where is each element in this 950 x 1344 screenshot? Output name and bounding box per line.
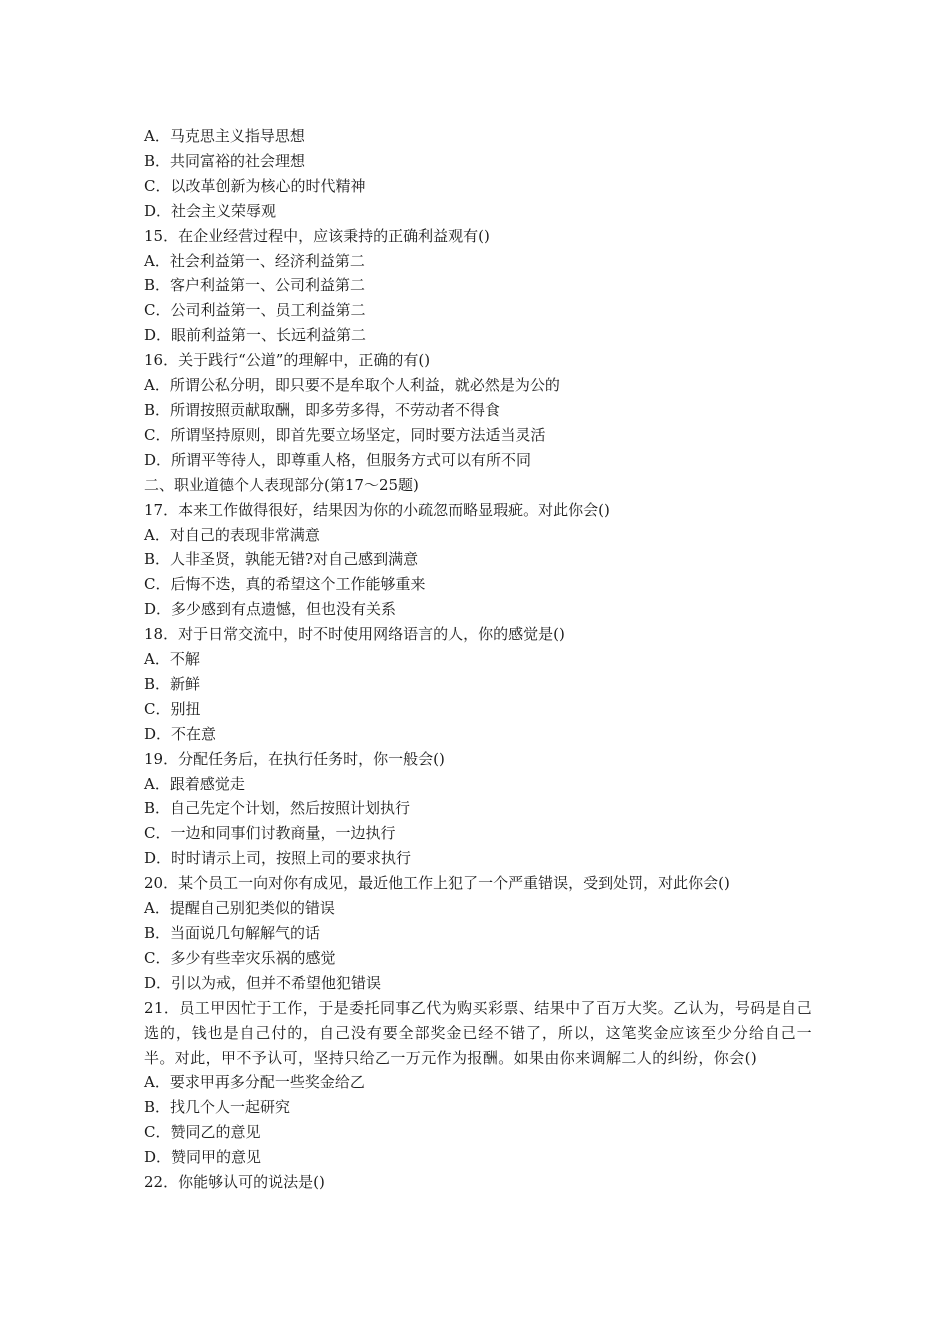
text-line: C．多少有些幸灾乐祸的感觉 (144, 948, 336, 967)
text-line: A．跟着感觉走 (144, 774, 245, 793)
section-heading: 二、职业道德个人表现部分(第17～25题) (144, 475, 419, 494)
text-line: D．社会主义荣辱观 (144, 201, 277, 220)
question-15: 15．在企业经营过程中，应该秉持的正确利益观有() (144, 226, 490, 245)
text-line: D．赞同甲的意见 (144, 1148, 262, 1167)
text-line: B．人非圣贤，孰能无错?对自己感到满意 (144, 550, 419, 569)
text-line: C．所谓坚持原则，即首先要立场坚定，同时要方法适当灵活 (144, 425, 546, 444)
text-line: C．赞同乙的意见 (144, 1123, 261, 1142)
text-line: A．要求甲再多分配一些奖金给乙 (144, 1073, 365, 1092)
question-22: 22．你能够认可的说法是() (144, 1173, 325, 1192)
text-line: B．找几个人一起研究 (144, 1098, 291, 1117)
question-16: 16．关于践行“公道”的理解中，正确的有() (144, 351, 431, 370)
text-line: D．时时请示上司，按照上司的要求执行 (144, 849, 412, 868)
text-line: C．后悔不迭，真的希望这个工作能够重来 (144, 575, 426, 594)
text-line: D．多少感到有点遗憾，但也没有关系 (144, 600, 397, 619)
text-line: D．眼前利益第一、长远利益第二 (144, 326, 367, 345)
text-line: A．对自己的表现非常满意 (144, 525, 320, 544)
text-line: C．一边和同事们讨教商量，一边执行 (144, 824, 396, 843)
text-line: B．所谓按照贡献取酬，即多劳多得，不劳动者不得食 (144, 400, 501, 419)
text-line: A．所谓公私分明，即只要不是牟取个人利益，就必然是为公的 (144, 376, 560, 395)
question-21-paragraph: 21．员工甲因忙于工作，于是委托同事乙代为购买彩票、结果中了百万大奖。乙认为，号码是自己选的，钱也是自己付的，自己没有要全部奖金已经不错了，所以，这笔奖金应该至少分给自己一半。对此，甲不予认可，坚持只给乙一万元作为报酬。如果由你来调解二人的纠纷，你会() (144, 998, 812, 1067)
question-18: 18．对于日常交流中，时不时使用网络语言的人，你的感觉是() (144, 625, 565, 644)
question-20: 20．某个员工一向对你有成见，最近他工作上犯了一个严重错误，受到处罚，对此你会() (144, 874, 730, 893)
text-line: D．引以为戒，但并不希望他犯错误 (144, 973, 382, 992)
text-line: C．别扭 (144, 699, 201, 718)
text-line: B．共同富裕的社会理想 (144, 151, 306, 170)
question-17: 17．本来工作做得很好，结果因为你的小疏忽而略显瑕疵。对此你会() (144, 500, 610, 519)
text-line: B．客户利益第一、公司利益第二 (144, 276, 366, 295)
text-line: D．不在意 (144, 724, 217, 743)
text-line: B．自己先定个计划，然后按照计划执行 (144, 799, 411, 818)
text-line: B．当面说几句解解气的话 (144, 924, 321, 942)
text-line: D．所谓平等待人，即尊重人格，但服务方式可以有所不同 (144, 450, 532, 469)
text-line: A．不解 (144, 650, 200, 669)
question-19: 19．分配任务后，在执行任务时，你一般会() (144, 749, 445, 768)
text-line: C．以改革创新为核心的时代精神 (144, 176, 366, 195)
text-line: A．马克思主义指导思想 (144, 127, 305, 145)
text-line: A．提醒自己别犯类似的错误 (144, 899, 335, 918)
document-page (144, 124, 812, 1195)
text-line: A．社会利益第一、经济利益第二 (144, 251, 365, 270)
text-line: B．新鲜 (144, 674, 201, 693)
text-line: C．公司利益第一、员工利益第二 (144, 301, 366, 320)
